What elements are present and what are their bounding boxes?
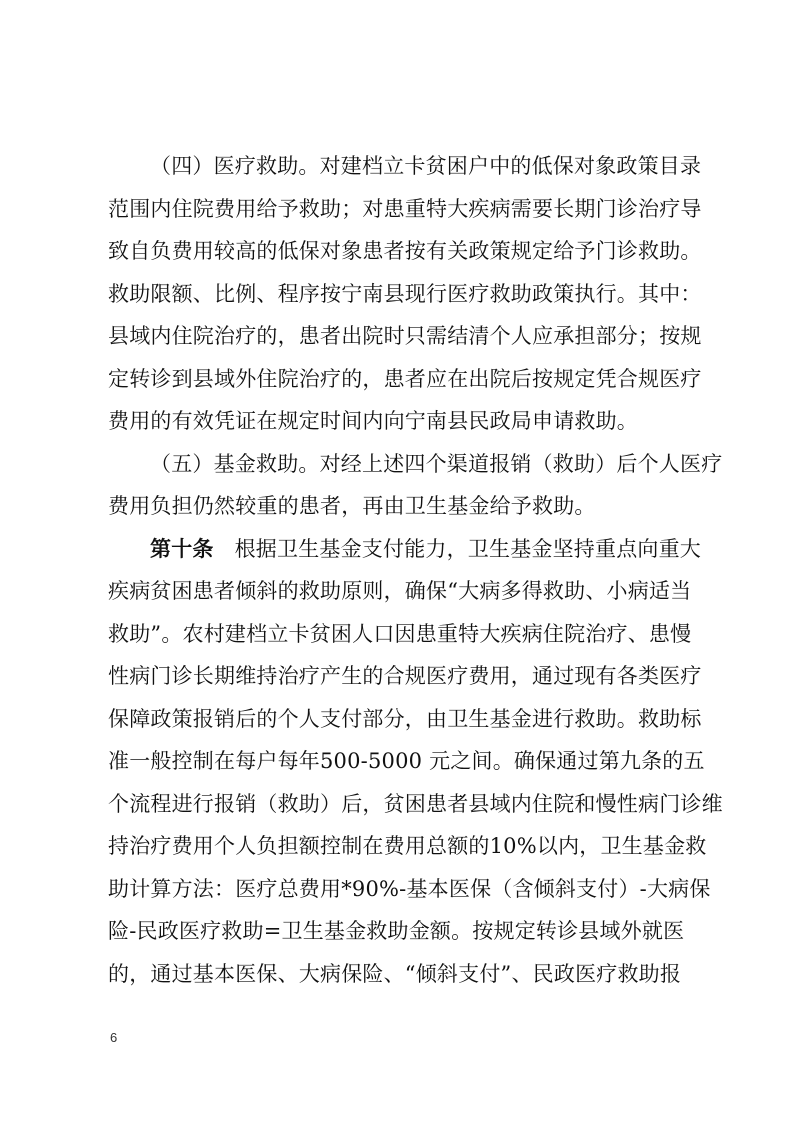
text-line: 致自负费用较高的低保对象患者按有关政策规定给予门诊救助。 <box>108 239 702 263</box>
article-ten-first-line <box>108 528 708 571</box>
text-line: 定转诊到县域外住院治疗的，患者应在出院后按规定凭合规医疗 <box>108 366 702 391</box>
text-line: 持治疗费用个人负担额控制在费用总额的10%以内，卫生基金救 <box>108 834 707 858</box>
text-line: 准一般控制在每户每年500-5000 元之间。确保通过第九条的五 <box>108 749 705 773</box>
text-line: 保障政策报销后的个人支付部分，由卫生基金进行救助。救助标 <box>108 706 702 731</box>
text-line: 范围内住院费用给予救助；对患重特大疾病需要长期门诊治疗导 <box>108 196 702 221</box>
text-line: 助计算方法：医疗总费用*90%-基本医保（含倾斜支付）-大病保 <box>108 876 711 901</box>
text-line: 救助限额、比例、程序按宁南县现行医疗救助政策执行。其中： <box>108 281 702 306</box>
text-line: 费用的有效凭证在规定时间内向宁南县民政局申请救助。 <box>108 409 638 433</box>
text-line: （五）基金救助。对经上述四个渠道报销（救助）后个人医疗 <box>150 451 723 476</box>
text-line: （四）医疗救助。对建档立卡贫困户中的低保对象政策目录 <box>150 154 702 178</box>
page-number: 6 <box>110 1030 118 1045</box>
body-text <box>108 145 723 995</box>
text-line: 救助”。农村建档立卡贫困人口因患重特大疾病住院治疗、患慢 <box>108 621 692 646</box>
text-line: 性病门诊长期维持治疗产生的合规医疗费用，通过现有各类医疗 <box>108 664 702 688</box>
text-line: 疾病贫困患者倾斜的救助原则，确保“大病多得救助、小病适当 <box>108 579 692 603</box>
text-line: 个流程进行报销（救助）后，贫困患者县域内住院和慢性病门诊维 <box>108 791 723 816</box>
text-line: 根据卫生基金支付能力，卫生基金坚持重点向重大 <box>234 536 702 561</box>
article-ten-heading: 第十条 <box>150 535 214 561</box>
text-line: 费用负担仍然较重的患者，再由卫生基金给予救助。 <box>108 494 596 518</box>
text-line: 险-民政医疗救助=卫生基金救助金额。按规定转诊县域外就医 <box>108 919 685 943</box>
text-line: 县域内住院治疗的，患者出院时只需结清个人应承担部分；按规 <box>108 324 702 348</box>
text-line: 的，通过基本医保、大病保险、“倾斜支付”、民政医疗救助报 <box>108 961 682 986</box>
